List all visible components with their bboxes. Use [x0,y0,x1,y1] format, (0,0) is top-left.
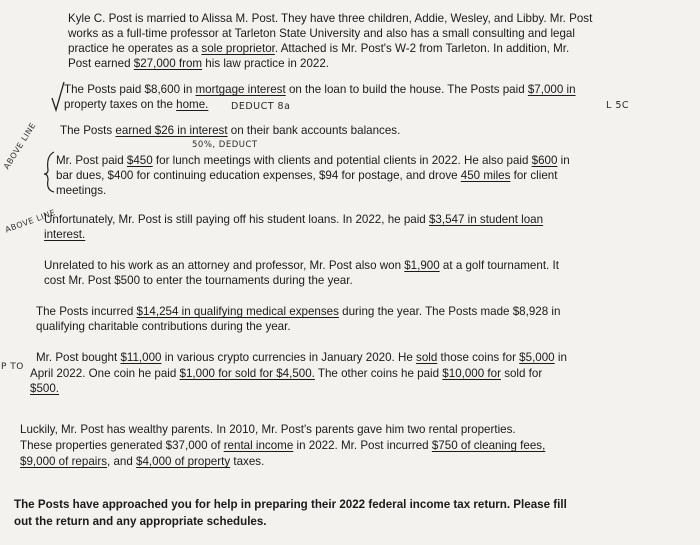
handwritten-above-line-note-2: ABOVE LINE [4,207,57,235]
handwritten-5c-note: L 5C [606,100,629,111]
loan-line-1: Unfortunately, Mr. Post is still paying off his student loans. In 2022, he paid $3,547 in student loan [44,213,544,226]
medical-line-2: qualifying charitable contributions during the year. [36,320,291,333]
lunch-line-1: Mr. Post paid $450 for lunch meetings with clients and potential clients in 2022. He also paid $600 in [56,154,570,167]
rental-line-3: $9,000 of repairs, and $4,000 of property taxes. [20,455,265,468]
closing-line-2: out the return and any appropriate schedules. [14,515,267,528]
intro-line-2: works as a full-time professor at Tarleton State University and also has a small consulting and legal [68,27,575,40]
handwritten-p-to-note: P TO [1,362,24,372]
crypto-line-1: Mr. Post bought $11,000 in various crypto currencies in January 2020. He sold those coins for $5,000 in [36,351,567,364]
intro-line-4: Post earned $27,000 from his law practice in 2022. [68,57,330,70]
intro-line-1: Kyle C. Post is married to Alissa M. Post. They have three children, Addie, Wesley, and Libby. Mr. Post [68,12,593,25]
rental-line-1: Luckily, Mr. Post has wealthy parents. In 2010, Mr. Post's parents gave him two rental properties. [20,423,516,436]
mortgage-line-1: The Posts paid $8,600 in mortgage interest on the loan to build the house. The Posts paid $7,000 in [64,83,576,96]
brace-annotation [42,150,56,194]
intro-line-3: practice he operates as a sole proprietor. Attached is Mr. Post's W-2 from Tarleton. In addition, Mr. [68,42,570,55]
loan-line-2: interest. [44,228,86,241]
lunch-line-2: bar dues, $400 for continuing education expenses, $94 for postage, and drove 450 miles for client [56,169,558,182]
lunch-line-3: meetings. [56,184,107,197]
handwritten-above-line-note: ABOVE LINE [2,121,38,171]
crypto-line-3: $500. [30,382,60,395]
handwritten-deduct-note: DEDUCT 8a [231,101,291,112]
mortgage-line-2: property taxes on the home. [64,98,209,111]
golf-line-1: Unrelated to his work as an attorney and professor, Mr. Post also won $1,900 at a golf tournament. It [44,259,559,272]
crypto-line-2: April 2022. One coin he paid $1,000 for sold for $4,500. The other coins he paid $10,000 for sold for [30,367,543,380]
handwritten-50-deduct-note: 50%, DEDUCT [192,140,258,150]
rental-line-2: These properties generated $37,000 of rental income in 2022. Mr. Post incurred $750 of cleaning fees, [20,439,546,452]
golf-line-2: cost Mr. Post $500 to enter the tournaments during the year. [44,274,353,287]
bank-line-1: The Posts earned $26 in interest on their bank accounts balances. [60,124,401,137]
closing-line-1: The Posts have approached you for help in preparing their 2022 federal income tax return. Please fill [14,498,567,511]
medical-line-1: The Posts incurred $14,254 in qualifying medical expenses during the year. The Posts made $8,928 in [36,305,561,318]
